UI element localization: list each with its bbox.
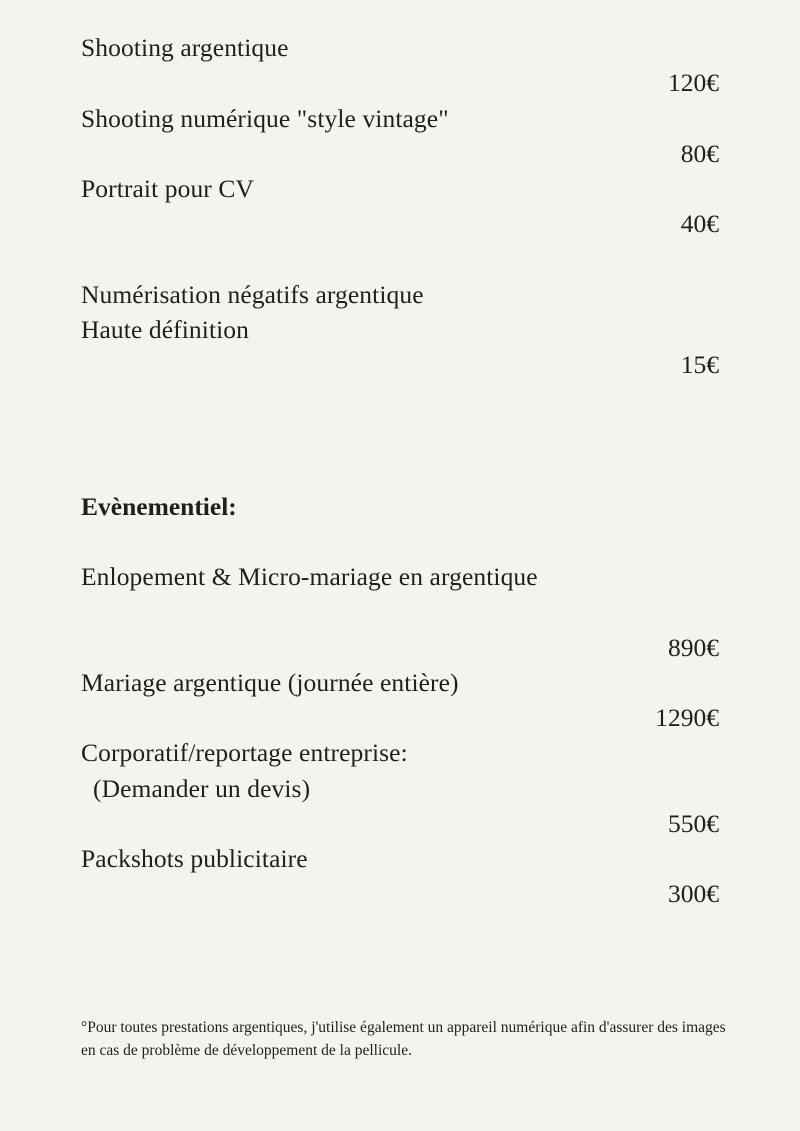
item-price: 890€ — [668, 633, 719, 662]
item-price: 1290€ — [655, 703, 719, 732]
item-price: 80€ — [680, 139, 719, 168]
item-label: Enlopement & Micro-mariage en argentique — [81, 562, 538, 591]
item-label: Packshots publicitaire — [81, 844, 308, 873]
item-label-subline: (Demander un devis) — [93, 774, 311, 803]
item-price: 300€ — [668, 879, 719, 908]
item-price: 550€ — [668, 809, 719, 838]
item-price: 120€ — [668, 68, 719, 97]
item-label: Mariage argentique (journée entière) — [81, 668, 459, 697]
item-label: Portrait pour CV — [81, 174, 255, 203]
footnote: °Pour toutes prestations argentiques, j'utilise également un appareil numérique afin d'assurer des images en cas de problème de développement de la pellicule. — [81, 1019, 726, 1059]
item-price: 40€ — [680, 209, 719, 238]
item-label: Shooting argentique — [81, 33, 289, 62]
item-label: Numérisation négatifs argentique — [81, 280, 424, 309]
item-price: 15€ — [680, 350, 719, 379]
item-label-subline: Haute définition — [81, 315, 250, 344]
section-heading: Evènementiel: — [81, 492, 237, 521]
item-label: Corporatif/reportage entreprise: — [81, 738, 408, 767]
item-label: Shooting numérique "style vintage" — [81, 104, 449, 133]
